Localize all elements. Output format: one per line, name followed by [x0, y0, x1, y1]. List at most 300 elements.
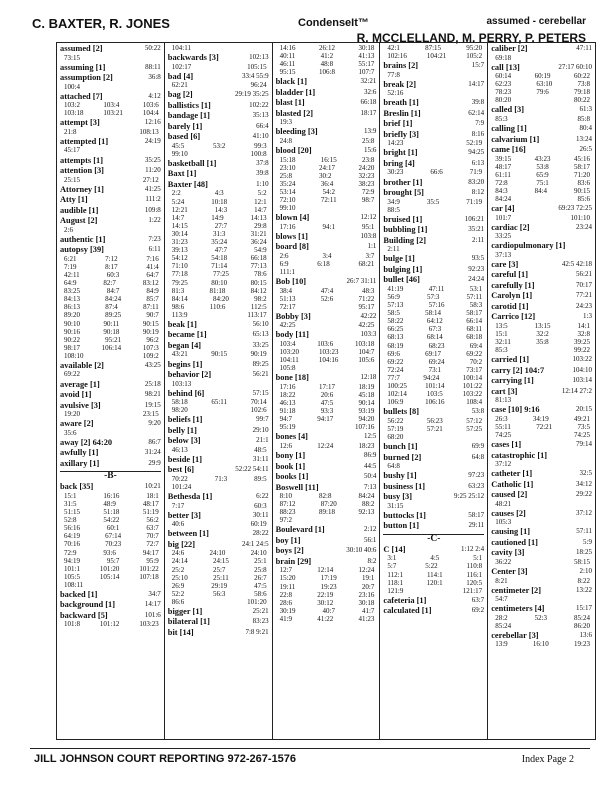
- page-line-ref: 15:18: [279, 155, 296, 164]
- page-line-ref: 58:3: [469, 301, 483, 310]
- index-entry: [383, 61, 484, 79]
- page-line-ref: 102:17: [171, 62, 192, 71]
- index-entry-head: [383, 98, 484, 108]
- page-line-ref: 81:18: [209, 286, 226, 295]
- index-entry-head: [168, 180, 269, 190]
- index-word: backward [5]: [60, 610, 108, 620]
- page-line-ref: 55:11: [495, 422, 511, 431]
- index-word: bleeding [3]: [275, 127, 318, 137]
- page-line-ref: 20:15: [576, 405, 592, 414]
- page-line-ref: 57:13: [387, 301, 404, 310]
- index-word: called [3]: [491, 105, 524, 115]
- page-line-ref: 23:16: [358, 590, 375, 599]
- page-line-ref: 98:7: [361, 196, 375, 205]
- page-line-ref: 90:22: [64, 335, 80, 344]
- page-line-ref: 9:20: [148, 419, 161, 428]
- page-line-ref: 58:18: [171, 398, 188, 407]
- page-line-ref: 48:8: [320, 60, 334, 69]
- page-line-ref: 29:19: [211, 581, 228, 590]
- index-word: bruised [1]: [383, 214, 423, 224]
- page-line-ref: 24:19: [144, 136, 161, 145]
- page-line-ref: 73:5: [577, 422, 590, 431]
- index-word: Boswell [11]: [275, 482, 319, 492]
- index-word: assuming [1]: [60, 62, 106, 72]
- index-word: available [2]: [60, 360, 104, 370]
- index-entry: [60, 118, 161, 136]
- page-line-ref: 78:23: [495, 88, 512, 97]
- index-entry: [491, 105, 592, 123]
- page-line-row: [276, 574, 377, 582]
- page-line-row: [491, 396, 592, 404]
- page-line-ref: 12:7: [279, 566, 293, 575]
- index-entry-head: [491, 223, 592, 233]
- page-line-ref: 37:12: [576, 508, 592, 517]
- page-line-ref: 20:7: [361, 582, 375, 591]
- index-entry-head: [383, 178, 484, 188]
- index-word: Boulevard [1]: [275, 525, 325, 535]
- page-line-row: [276, 44, 377, 52]
- index-entry: [60, 419, 161, 437]
- page-line-ref: 74:25: [574, 431, 590, 440]
- index-entry-head: [383, 61, 484, 71]
- index-entry-head: [383, 453, 484, 463]
- page-line-ref: 84:7: [106, 287, 120, 296]
- page-line-row: [276, 442, 377, 450]
- index-entry: [491, 451, 592, 469]
- index-word: Baxter [48]: [167, 179, 208, 189]
- index-entry: [491, 204, 592, 222]
- index-entry-head: [168, 122, 269, 132]
- page-line-row: [276, 204, 377, 212]
- index-word: catastrophic [1]: [491, 450, 548, 460]
- page-line-ref: 51:15: [64, 508, 80, 517]
- index-entry-head: [383, 236, 484, 246]
- page-line-ref: 8:21: [495, 576, 508, 585]
- page-line-ref: 64:9: [64, 279, 77, 288]
- page-line-row: [383, 71, 484, 79]
- index-entry-head: [276, 546, 377, 556]
- index-word: car [4]: [491, 204, 515, 214]
- index-entry: [491, 567, 592, 585]
- index-word: authentic [1]: [60, 234, 106, 244]
- page-line-ref: 90:11: [103, 319, 120, 328]
- index-entry: [276, 536, 377, 546]
- page-line-ref: 12:18: [360, 373, 377, 382]
- page-line-ref: 34:12: [576, 479, 592, 488]
- page-line-ref: 34:19: [532, 414, 549, 423]
- page-line-ref: 35:24: [279, 179, 296, 188]
- page-line-row: [60, 176, 161, 184]
- page-line-ref: 35:8: [536, 338, 549, 347]
- index-word: buttocks [1]: [383, 510, 426, 520]
- page-line-ref: 89:20: [64, 311, 80, 320]
- index-entry: [60, 73, 161, 91]
- page-line-ref: 86:20: [574, 621, 590, 630]
- page-line-row: [383, 325, 484, 333]
- index-entry: [491, 548, 592, 566]
- page-line-ref: 84:24: [358, 492, 375, 500]
- page-line-ref: 101:6: [144, 610, 161, 619]
- index-word: blows [1]: [275, 231, 308, 241]
- index-entry: [168, 44, 269, 52]
- index-entry: [168, 101, 269, 111]
- page-line-row: [168, 406, 269, 414]
- page-line-ref: 29:10: [252, 425, 269, 434]
- page-line-ref: 101:20: [99, 564, 120, 573]
- page-line-ref: 42:25: [358, 321, 375, 330]
- page-line-row: [383, 554, 484, 562]
- page-line-ref: 49:21: [574, 414, 590, 423]
- page-line-row: [276, 566, 377, 574]
- index-entry: [60, 63, 161, 73]
- page-line-ref: 90:7: [146, 311, 159, 320]
- index-word: blown [4]: [275, 213, 310, 223]
- page-line-ref: 64:12: [426, 317, 443, 326]
- index-entry-head: [168, 607, 269, 617]
- index-word: brain [29]: [275, 556, 312, 566]
- page-line-ref: 5:2: [257, 189, 267, 198]
- page-line-row: [60, 492, 161, 500]
- page-line-row: [491, 614, 592, 622]
- page-line-ref: 71:3: [214, 474, 228, 483]
- page-line-ref: 14:7: [254, 205, 267, 214]
- page-line-ref: 36:22: [495, 557, 512, 566]
- page-line-row: [383, 374, 484, 382]
- index-word: bandage [1]: [167, 111, 210, 121]
- index-entry: [276, 44, 377, 76]
- index-word: belly [1]: [167, 425, 197, 435]
- index-word: board [8]: [275, 242, 309, 252]
- page-line-row: [168, 557, 269, 565]
- index-entry: [168, 529, 269, 539]
- page-line-ref: 94:17: [317, 415, 334, 424]
- page-line-row: [491, 558, 592, 566]
- index-entry-head: [168, 320, 269, 330]
- page-line-ref: 69:2: [471, 606, 485, 615]
- index-entry: [276, 98, 377, 108]
- page-line-ref: 52:16: [387, 89, 404, 98]
- index-entry-head: [60, 590, 161, 600]
- page-line-row: [276, 252, 377, 260]
- index-word: cavity [3]: [491, 548, 525, 558]
- index-word: barely [1]: [167, 121, 203, 131]
- index-entry-head: [491, 366, 592, 376]
- page-line-ref: 15:1: [495, 330, 508, 338]
- index-entry: [60, 590, 161, 600]
- page-line-ref: 100:8: [250, 149, 267, 158]
- page-line-ref: 2:11: [387, 245, 400, 254]
- page-line-row: [383, 390, 484, 398]
- page-line-ref: 80:20: [495, 96, 512, 105]
- page-line-ref: 11:20: [145, 166, 161, 175]
- page-line-row: [383, 285, 484, 293]
- page-line-ref: 29:9: [148, 458, 161, 467]
- page-line-ref: 29:22: [576, 490, 592, 499]
- page-line-row: [168, 279, 269, 287]
- page-line-ref: 77:13: [250, 262, 267, 271]
- index-entry-head: [276, 98, 377, 108]
- page-line-ref: 90:19: [142, 327, 159, 336]
- page-line-ref: 18:25: [576, 548, 592, 557]
- index-word: bag [2]: [167, 90, 193, 100]
- page-line-row: [60, 557, 161, 565]
- index-entry: [60, 611, 161, 629]
- index-entry: [60, 92, 161, 118]
- page-line-ref: 20:6: [320, 390, 334, 399]
- page-line-row: [60, 101, 161, 109]
- page-line-ref: 62:21: [171, 81, 188, 90]
- page-line-ref: 96:2: [146, 335, 159, 344]
- page-line-row: [491, 179, 592, 187]
- index-word: calling [1]: [491, 124, 527, 134]
- index-entry-head: [491, 241, 592, 251]
- page-line-ref: 70:22: [171, 474, 188, 483]
- page-line-row: [276, 356, 377, 364]
- index-word: carrying [1]: [491, 376, 534, 386]
- page-line-ref: 69:6: [387, 349, 400, 358]
- page-line-ref: 1:22: [148, 216, 161, 225]
- page-line-ref: 95:1: [361, 222, 375, 231]
- page-line-ref: 114:1: [426, 570, 443, 579]
- page-line-row: [60, 410, 161, 418]
- index-word: assumed [2]: [60, 44, 103, 53]
- page-line-ref: 77:25: [212, 270, 229, 279]
- page-line-row: [276, 391, 377, 399]
- page-line-ref: 70:16: [64, 540, 80, 549]
- index-word: below [3]: [167, 436, 201, 446]
- page-line-ref: 4:3: [214, 189, 224, 198]
- index-entry: [276, 483, 377, 525]
- page-line-ref: 58:17: [466, 309, 483, 318]
- index-entry: [60, 235, 161, 245]
- index-entry-head: [383, 109, 484, 119]
- page-line-ref: 113:17: [247, 310, 267, 319]
- index-word: bushy [1]: [383, 471, 417, 481]
- index-entry-head: [491, 281, 592, 291]
- page-line-ref: 6:11: [148, 245, 161, 254]
- index-entry-head: [491, 312, 592, 322]
- page-line-ref: 71:14: [211, 262, 228, 271]
- page-line-row: [168, 380, 269, 388]
- page-line-ref: 72:9: [361, 187, 375, 196]
- page-line-ref: 12:6: [279, 441, 293, 450]
- page-line-ref: 80:10: [211, 278, 228, 287]
- page-line-ref: 47:5: [320, 399, 334, 408]
- page-line-ref: 104:11: [171, 44, 191, 52]
- index-word: bony [1]: [275, 451, 306, 460]
- page-line-ref: 26:7: [254, 573, 267, 582]
- page-line-ref: 53:14: [279, 187, 296, 196]
- page-line-ref: 65:13: [252, 330, 269, 339]
- index-entry: [168, 492, 269, 510]
- page-line-row: [383, 342, 484, 350]
- page-line-ref: 118:1: [387, 578, 404, 587]
- page-line-ref: 64:7: [146, 270, 159, 279]
- page-line-ref: 30:14: [171, 229, 188, 238]
- page-line-ref: 68:18: [466, 333, 483, 342]
- page-line-ref: 1:12 2:4: [461, 544, 485, 553]
- page-line-ref: 66:4: [256, 121, 269, 130]
- index-entry-head: [168, 330, 269, 340]
- index-entry-head: [276, 373, 377, 383]
- page-line-ref: 103:22: [572, 355, 592, 364]
- page-line-ref: 40:11: [279, 52, 296, 61]
- page-line-row: [168, 566, 269, 574]
- page-line-ref: 77:8: [387, 70, 400, 79]
- page-line-row: [60, 500, 161, 508]
- index-word: carefully [1]: [491, 280, 535, 290]
- index-entry: [276, 277, 377, 311]
- page-line-ref: 85:6: [577, 195, 590, 204]
- index-entry: [383, 265, 484, 275]
- page-line-ref: 95:21: [105, 335, 122, 344]
- index-word: caused [2]: [491, 490, 528, 500]
- index-entry-head: [60, 380, 161, 390]
- index-entry: [383, 178, 484, 188]
- page-line-ref: 69:23 72:25: [558, 204, 592, 213]
- index-word: caliber [2]: [491, 44, 528, 53]
- index-entry: [168, 53, 269, 71]
- index-word: calvarium [1]: [491, 134, 540, 144]
- page-line-ref: 54:7: [495, 595, 508, 604]
- page-line-ref: 57:12: [466, 416, 483, 425]
- page-line-row: [491, 423, 592, 431]
- index-entry-head: [168, 370, 269, 380]
- index-entry-head: [60, 600, 161, 610]
- index-entry: [491, 223, 592, 241]
- page-line-ref: 42:11: [64, 270, 80, 279]
- page-line-ref: 18:19: [358, 382, 375, 391]
- page-line-row: [383, 462, 484, 470]
- index-entry: [383, 130, 484, 148]
- index-entry: [168, 607, 269, 617]
- index-word: business [1]: [383, 481, 426, 491]
- page-line-ref: 56:10: [252, 319, 269, 328]
- page-line-ref: 78:6: [254, 270, 267, 279]
- page-line-ref: 2:12: [363, 525, 377, 534]
- page-line-ref: 14:1: [577, 321, 590, 330]
- page-line-row: [276, 500, 377, 508]
- page-line-row: [276, 164, 377, 172]
- page-line-ref: 6:22: [256, 492, 269, 501]
- page-line-ref: 23:24: [576, 222, 592, 231]
- page-line-row: [491, 431, 592, 439]
- index-word: bullet [46]: [383, 275, 420, 285]
- index-entry-head: [60, 216, 161, 226]
- index-entry-head: [383, 148, 484, 158]
- page-line-ref: 53:8: [536, 162, 549, 171]
- page-line-ref: 50:4: [363, 472, 377, 480]
- page-line-ref: 72:9: [64, 548, 77, 557]
- page-line-ref: 57:25: [466, 424, 483, 433]
- index-word: avulsive [3]: [60, 400, 101, 410]
- page-line-ref: 30:10 40:6: [346, 546, 377, 555]
- page-line-ref: 104:7: [358, 348, 375, 357]
- page-line-ref: 30:2: [319, 171, 332, 180]
- page-line-row: [276, 407, 377, 415]
- index-word: break [2]: [383, 79, 417, 89]
- page-line-ref: 84:24: [105, 295, 122, 304]
- index-word: better [3]: [167, 510, 201, 520]
- page-line-row: [383, 293, 484, 301]
- page-line-row: [491, 330, 592, 338]
- page-line-row: [383, 398, 484, 406]
- page-line-ref: 105:3: [495, 518, 512, 527]
- page-line-ref: 28:2: [495, 613, 508, 622]
- index-entry-head: [168, 159, 269, 169]
- page-line-ref: 32:2: [536, 330, 549, 338]
- page-line-ref: 15:20: [279, 574, 296, 583]
- page-line-ref: 69:4: [469, 341, 483, 350]
- page-line-ref: 34:7: [148, 589, 161, 598]
- page-line-ref: 31:21: [250, 229, 267, 238]
- page-line-ref: 87:15: [425, 44, 442, 52]
- page-line-ref: 58:5: [387, 309, 400, 318]
- page-line-ref: 26:9: [171, 581, 185, 590]
- page-line-ref: 101:20: [247, 597, 267, 606]
- page-line-ref: 18:23: [358, 441, 375, 450]
- page-line-ref: 32:23: [358, 171, 375, 180]
- page-line-ref: 16:15: [320, 155, 337, 164]
- page-line-ref: 42:5 42:18: [561, 259, 592, 268]
- index-word: begins [1]: [167, 359, 203, 369]
- page-line-ref: 70:17: [576, 280, 592, 289]
- index-entry-head: [491, 355, 592, 365]
- index-word: background [1]: [60, 600, 115, 610]
- page-line-ref: 96:24: [250, 81, 267, 90]
- page-line-ref: 85:3: [495, 346, 508, 355]
- page-line-row: [168, 295, 269, 303]
- page-line-row: [276, 399, 377, 407]
- page-line-ref: 58:6: [254, 589, 267, 598]
- page-line-ref: 88:23: [279, 508, 296, 517]
- page-line-ref: 54:22: [103, 516, 120, 525]
- page-line-ref: 87:20: [320, 500, 337, 509]
- index-entry-head: [276, 525, 377, 535]
- footer-left: JILL JOHNSON COURT REPORTING 972-267-1576: [34, 753, 297, 765]
- index-word: black [1]: [275, 77, 307, 87]
- page-line-row: [276, 591, 377, 599]
- index-entry: [168, 511, 269, 529]
- index-entry: [491, 302, 592, 312]
- index-entry-head: [168, 53, 269, 63]
- page-line-ref: 58:17: [574, 162, 590, 171]
- page-line-ref: 32:8: [577, 330, 590, 338]
- page-line-ref: 32:6: [363, 87, 377, 96]
- page-line-ref: 98:2: [254, 294, 267, 303]
- index-word: books [1]: [275, 472, 309, 481]
- page-line-ref: 108:10: [64, 351, 84, 360]
- index-word: backwards [3]: [167, 53, 219, 63]
- page-line-ref: 22:19: [317, 590, 334, 599]
- page-line-ref: 107:7: [358, 68, 375, 77]
- index-entry-head: [276, 483, 377, 493]
- index-entry-head: [276, 462, 377, 472]
- index-word: August [2]: [60, 216, 98, 226]
- page-line-ref: 98:21: [144, 390, 161, 399]
- page-line-row: [491, 214, 592, 222]
- index-word: attached [7]: [60, 91, 103, 101]
- index-entry-head: [276, 242, 377, 252]
- page-line-ref: 46:13: [279, 399, 296, 408]
- page-line-ref: 24:10: [209, 549, 226, 558]
- page-line-ref: 61:11: [495, 170, 511, 179]
- page-line-ref: 72:21: [536, 422, 553, 431]
- page-line-ref: 85:7: [146, 295, 159, 304]
- page-line-ref: 17:17: [319, 382, 335, 391]
- page-line-ref: 84:4: [534, 186, 548, 195]
- page-line-ref: 60:14: [495, 72, 512, 81]
